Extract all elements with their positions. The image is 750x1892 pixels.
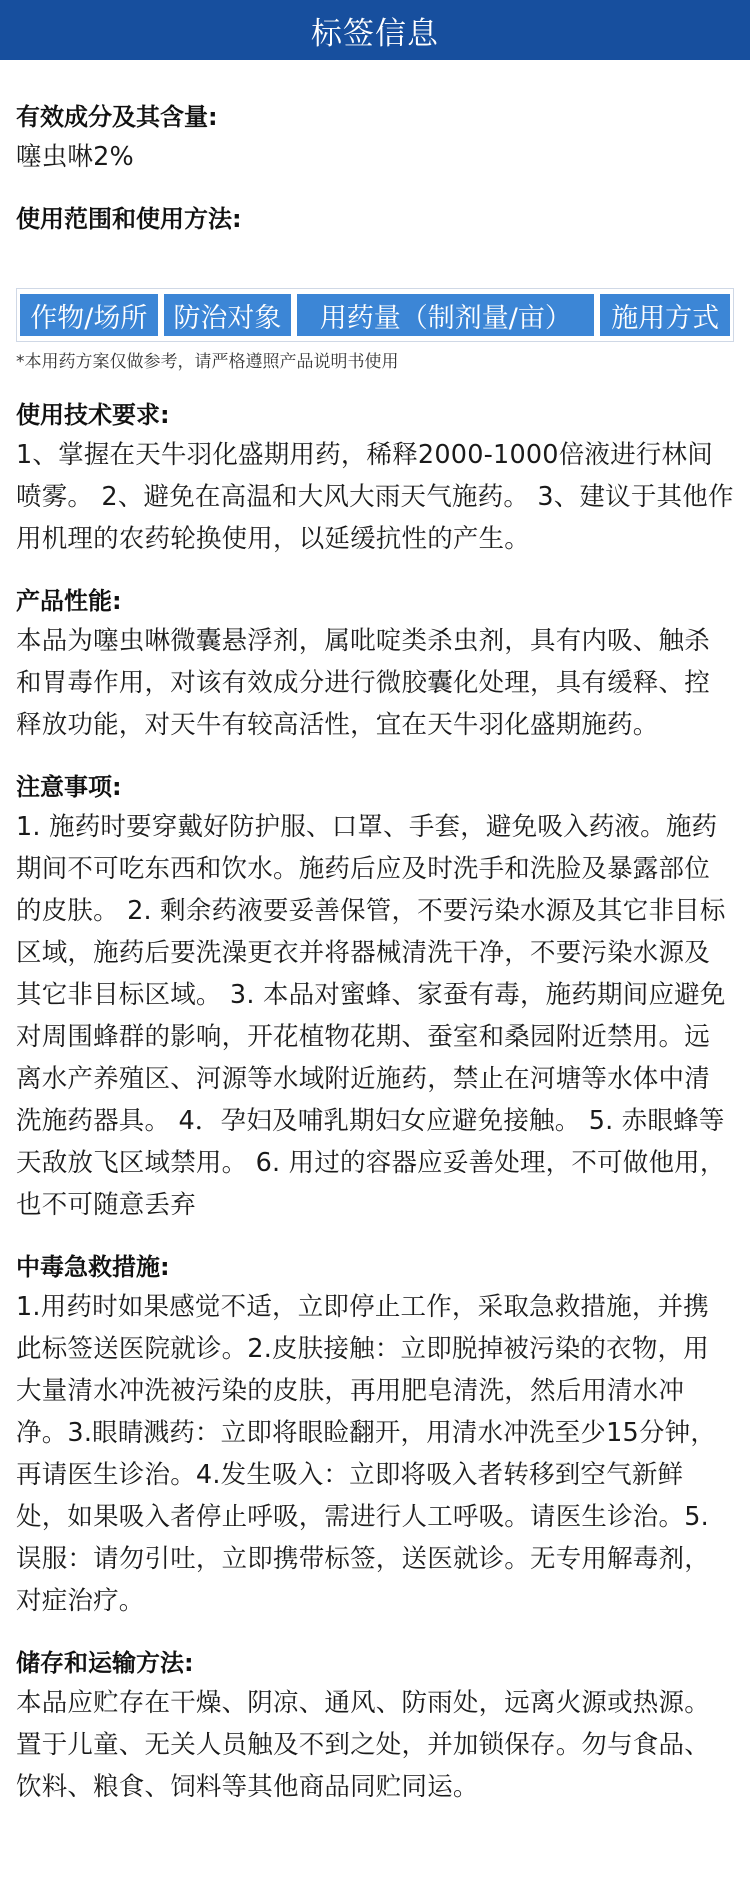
section-body: 本品应贮存在干燥、阴凉、通风、防雨处，远离火源或热源。置于儿童、无关人员触及不到之处，并加锁保存。勿与食品、饮料、粮食、饲料等其他商品同贮同运。 [16,1688,710,1802]
table-note: *本用药方案仅做参考，请严格遵照产品说明书使用 [16,352,399,372]
page-title: 标签信息 [311,15,439,52]
section-body: 1、掌握在天牛羽化盛期用药，稀释2000-1000倍液进行林间喷雾。 2、避免在高温和大风大雨天气施药。 3、建议于其他作用机理的农药轮换使用，以延缓抗性的产生。 [16,440,734,554]
section-title: 产品性能: [16,587,122,615]
table-header-target: 防治对象 [164,294,292,336]
page-header [0,0,750,60]
section-title: 储存和运输方法: [16,1649,194,1677]
section-body: 1. 施药时要穿戴好防护服、口罩、手套，避免吸入药液。施药期间不可吃东西和饮水。施药后应及时洗手和洗脸及暴露部位的皮肤。 2. 剩余药液要妥善保管，不要污染水源及其它非目标区域，施药后要洗澡更衣并将器械清洗干净，不要污染水源及其它非目标区域。 3. 本品对蜜蜂、家蚕有毒，施药期间应避免对周围蜂群的影响，开花植物花期、蚕室和桑园附近禁用。远离水产养殖区、河源等水域附近施药，禁止在河塘等水体中清洗施药器具。 4．孕妇及哺乳期妇女应避免接触。 5. 赤眼蜂等天敌放飞区域禁用。 6. 用过的容器应妥善处理，不可做他用，也不可随意丢弃 [16,812,726,1220]
section-body: 1.用药时如果感觉不适，立即停止工作，采取急救措施，并携此标签送医院就诊。2.皮肤接触：立即脱掉被污染的衣物，用大量清水冲洗被污染的皮肤，再用肥皂清洗，然后用清水冲净。3.眼睛溅药：立即将眼睑翻开，用清水冲洗至少15分钟，再请医生诊治。4.发生吸入：立即将吸入者转移到空气新鲜处，如果吸入者停止呼吸，需进行人工呼吸。请医生诊治。5.误服：请勿引吐，立即携带标签，送医就诊。无专用解毒剂，对症治疗。 [16,1292,717,1616]
section-title: 中毒急救措施: [16,1253,170,1281]
section-title: 注意事项: [16,773,122,801]
precautions-section [16,768,734,1226]
table-header-method: 施用方式 [600,294,730,336]
label-content [0,60,750,1808]
ingredient-section [16,98,734,178]
section-body: 本品为噻虫啉微囊悬浮剂，属吡啶类杀虫剂，具有内吸、触杀和胃毒作用，对该有效成分进行微胶囊化处理，具有缓释、控释放功能，对天牛有较高活性，宜在天牛羽化盛期施药。 [16,626,710,740]
usage-section [16,200,734,374]
section-title: 有效成分及其含量: [16,103,218,131]
usage-table-header [16,288,734,342]
storage-section [16,1644,734,1808]
table-header-crop: 作物/场所 [20,294,158,336]
performance-section [16,582,734,746]
technique-section [16,396,734,560]
table-header-dosage: 用药量（制剂量/亩） [297,294,594,336]
section-body: 噻虫啉2% [16,142,134,172]
section-title: 使用范围和使用方法: [16,205,242,233]
first-aid-section [16,1248,734,1622]
section-title: 使用技术要求: [16,401,170,429]
